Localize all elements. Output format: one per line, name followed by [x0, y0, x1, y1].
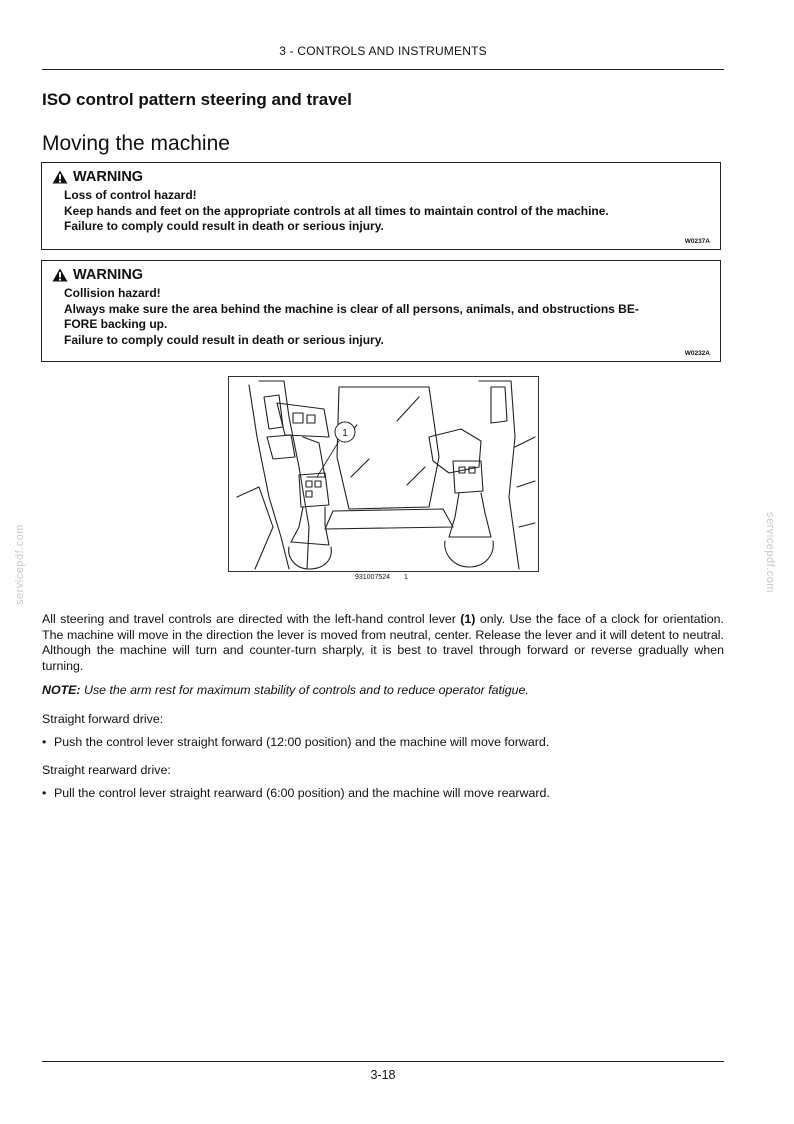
watermark-left: servicepdf.com	[14, 524, 26, 605]
warning-code: W0232A	[684, 350, 710, 357]
warning-line: Keep hands and feet on the appropriate controls at all times to maintain control of the machine.	[64, 203, 609, 218]
rearward-drive-bullet	[42, 786, 724, 802]
warning-code: W0237A	[684, 238, 710, 245]
cab-interior-drawing	[229, 377, 539, 572]
warning-label: WARNING	[73, 169, 144, 185]
warning-heading	[52, 169, 710, 185]
warning-line: Loss of control hazard!	[64, 188, 197, 202]
warning-box-collision-hazard	[41, 260, 721, 362]
page-number: 3-18	[370, 1068, 396, 1082]
section-title: ISO control pattern steering and travel	[42, 90, 352, 109]
warning-line: Failure to comply could result in death or serious injury.	[64, 332, 384, 347]
note-text: Use the arm rest for maximum stability of controls and to reduce operator fatigue.	[80, 683, 529, 697]
warning-label: WARNING	[73, 267, 144, 283]
warning-line: Always make sure the area behind the machine is clear of all persons, animals, and obstructions BE-	[64, 301, 639, 316]
note	[42, 683, 724, 699]
warning-line: Collision hazard!	[64, 286, 161, 300]
warning-triangle-icon	[52, 170, 68, 184]
warning-line: Failure to comply could result in death or serious injury.	[64, 219, 384, 233]
running-header: 3 - CONTROLS AND INSTRUMENTS	[279, 44, 487, 58]
warning-box-control-hazard	[41, 162, 721, 250]
paragraph-text: All steering and travel controls are directed with the left-hand control lever	[42, 612, 461, 626]
bullet-glyph: •	[42, 735, 47, 749]
figure-code: 931007524	[355, 574, 391, 581]
bullet-text: Pull the control lever straight rearward (6:00 position) and the machine will move rearward.	[54, 786, 550, 800]
header-rule	[42, 69, 724, 70]
watermark-right: servicepdf.com	[764, 512, 776, 593]
body-paragraph	[42, 612, 724, 674]
rearward-drive-heading: Straight rearward drive:	[42, 763, 171, 777]
bullet-text: Push the control lever straight forward (12:00 position) and the machine will move forward.	[54, 735, 550, 749]
figure-callout-label: 1	[342, 428, 348, 439]
note-label: NOTE:	[42, 683, 81, 697]
warning-line: FORE backing up.	[64, 317, 168, 331]
cab-controls-illustration	[228, 376, 539, 572]
callout-reference: (1)	[460, 612, 476, 626]
figure-number: 1	[404, 574, 408, 581]
subsection-title: Moving the machine	[42, 132, 230, 155]
forward-drive-bullet	[42, 735, 724, 751]
forward-drive-heading: Straight forward drive:	[42, 712, 164, 726]
warning-heading	[52, 267, 710, 283]
warning-triangle-icon	[52, 268, 68, 282]
bullet-glyph: •	[42, 786, 47, 800]
paragraph-text: only. Use the face of a clock for orientation. The machine will move in the direction the lever is moved from neutral, center. Release the lever and it will detent to neutral. Although the machine will turn and counter-turn sharply, it is best to travel through forward or reverse gradually when turning.	[42, 612, 724, 673]
footer-rule	[42, 1061, 724, 1062]
